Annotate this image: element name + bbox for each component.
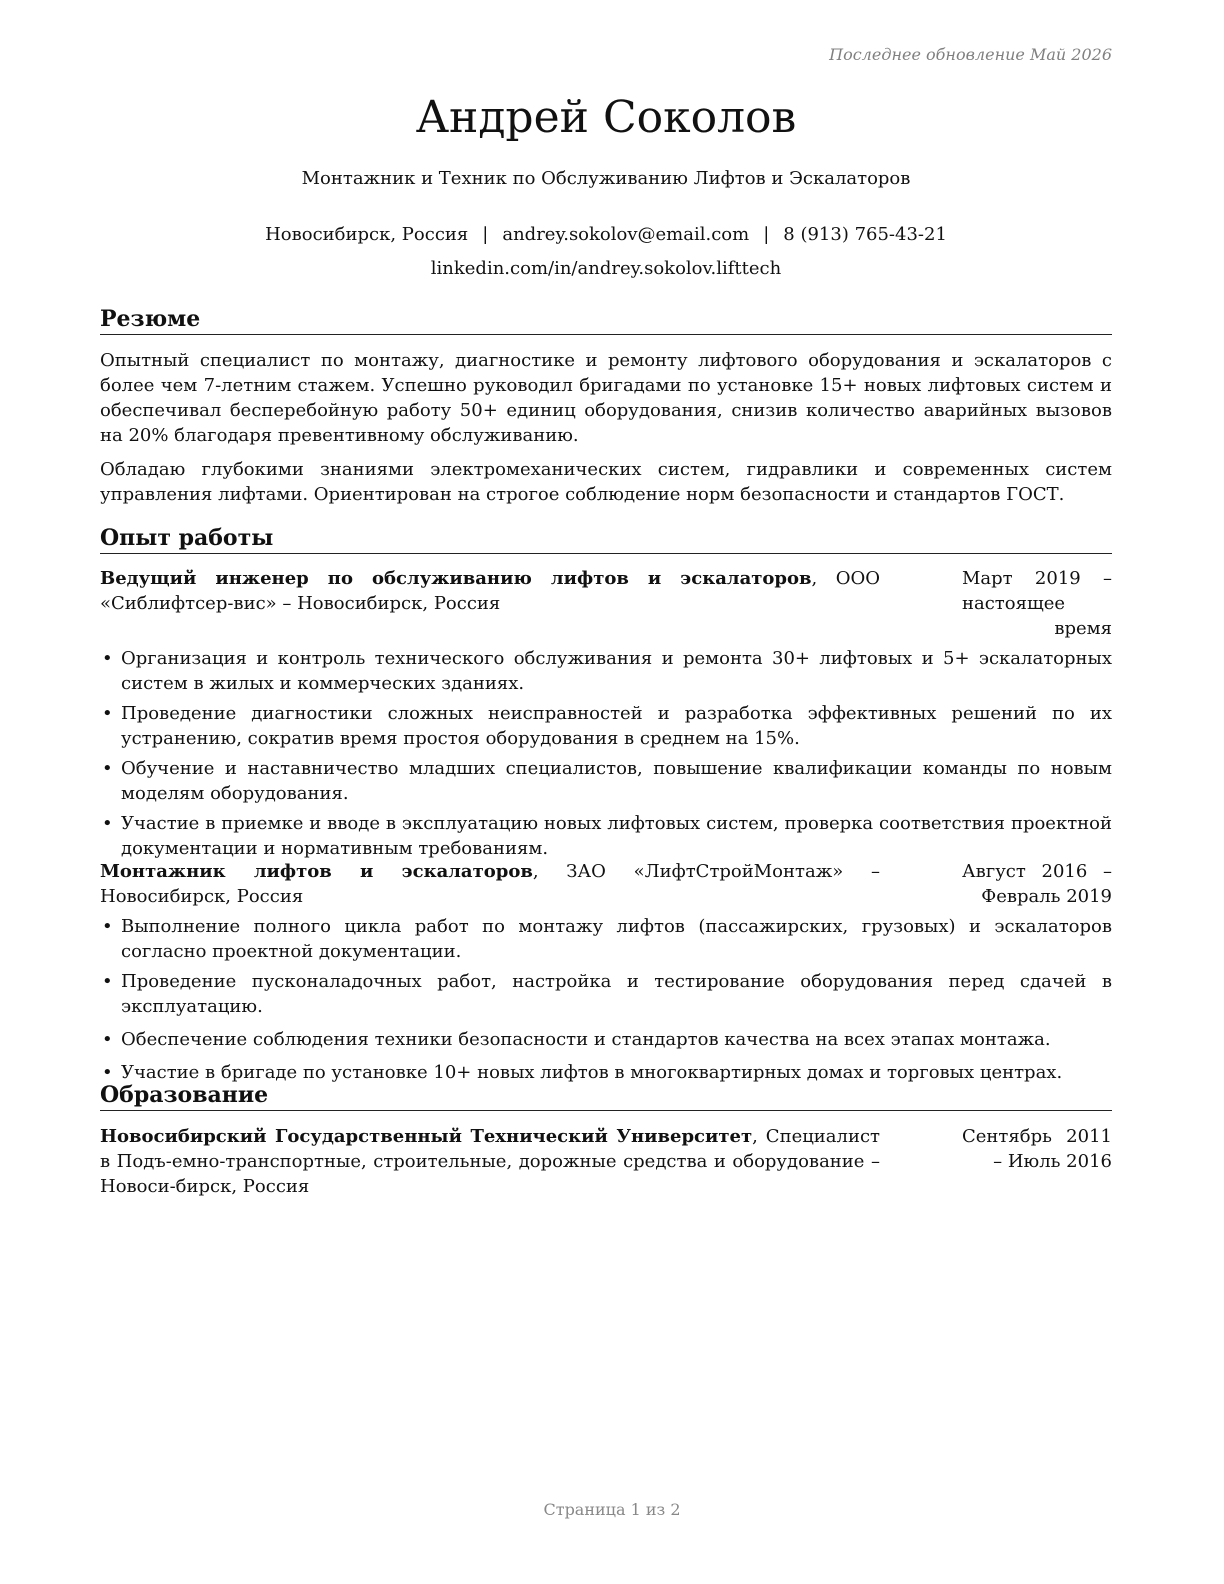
job-entry: [100, 859, 1112, 1085]
separator: |: [763, 224, 770, 245]
degree-details: , Специалист в Подъ-емно-транспортные, строительные, дорожные средства и оборудование – Новоси-бирск, Россия: [100, 1126, 880, 1197]
headline: Монтажник и Техник по Обслуживанию Лифтов и Эскалаторов: [301, 168, 911, 189]
last-updated: Последнее обновление Май 2026: [829, 45, 1112, 64]
job-dates: Август 2016 – Февраль 2019: [962, 861, 1112, 907]
list-item: • Участие в приемке и вводе в эксплуатацию новых лифтовых систем, проверка соответствия проектной документации и нормативным требованиям.: [102, 813, 1112, 859]
job-bullets: [100, 914, 1112, 1085]
education-entry: [100, 1124, 1112, 1199]
list-item: • Организация и контроль технического обслуживания и ремонта 30+ лифтовых и 5+ эскалаторных систем в жилых и коммерческих зданиях.: [102, 648, 1112, 694]
list-item: • Участие в бригаде по установке 10+ новых лифтов в многоквартирных домах и торговых центрах.: [102, 1062, 1063, 1083]
contact-info: [100, 218, 1112, 286]
education-header: [100, 1124, 1112, 1199]
job-bullets: [100, 646, 1112, 861]
candidate-name: Андрей Соколов: [415, 92, 797, 143]
phone: 8 (913) 765-43-21: [783, 224, 947, 245]
job-header: [100, 859, 1112, 909]
job-role: Монтажник лифтов и эскалаторов: [100, 861, 533, 882]
job-role: Ведущий инженер по обслуживанию лифтов и эскалаторов: [100, 568, 812, 589]
contact-line-1: [100, 218, 1112, 252]
job-header: [100, 566, 1112, 641]
job-company: , ООО «Сиблифтсер-вис» – Новосибирск, Россия: [100, 568, 880, 614]
list-item: • Проведение диагностики сложных неисправностей и разработка эффективных решений по их устранению, сократив время простоя оборудования в среднем на 15%.: [102, 703, 1112, 749]
list-item: • Выполнение полного цикла работ по монтажу лифтов (пассажирских, грузовых) и эскалаторов согласно проектной документации.: [102, 916, 1112, 962]
job-title: [100, 566, 880, 641]
section-title-experience: Опыт работы: [100, 524, 1112, 554]
section-title-education: Образование: [100, 1081, 1112, 1111]
job-entry: [100, 566, 1112, 861]
summary-paragraph: Опытный специалист по монтажу, диагностике и ремонту лифтового оборудования и эскалаторов с более чем 7-летним стажем. Успешно руководил бригадами по установке 15+ новых лифтовых систем и обеспечивал бесперебойную работу 50+ единиц оборудования, снизив количество аварийных вызовов на 20% благодаря превентивному обслуживанию.: [100, 350, 1112, 446]
summary-paragraph: Обладаю глубокими знаниями электромеханических систем, гидравлики и современных систем управления лифтами. Ориентирован на строгое соблюдение норм безопасности и стандартов ГОСТ.: [100, 459, 1112, 505]
separator: |: [482, 224, 489, 245]
email-link[interactable]: andrey.sokolov@email.com: [502, 224, 750, 245]
linkedin-link[interactable]: linkedin.com/in/andrey.sokolov.lifttech: [430, 258, 782, 279]
list-item: • Обеспечение соблюдения техники безопасности и стандартов качества на всех этапах монтажа.: [102, 1029, 1051, 1050]
institution: Новосибирский Государственный Технический Университет: [100, 1126, 753, 1147]
education-title: [100, 1124, 880, 1199]
page-number: Страница 1 из 2: [543, 1500, 681, 1519]
section-title-summary: Резюме: [100, 305, 1112, 335]
job-title: [100, 859, 880, 909]
job-company: , ЗАО «ЛифтСтройМонтаж» – Новосибирск, Россия: [100, 861, 880, 907]
location: Новосибирск, Россия: [265, 224, 469, 245]
job-dates: Март 2019 – настоящее время: [962, 568, 1112, 639]
education-dates: Сентябрь 2011 – Июль 2016: [962, 1126, 1112, 1172]
list-item: • Проведение пусконаладочных работ, настройка и тестирование оборудования перед сдачей в эксплуатацию.: [102, 971, 1112, 1017]
list-item: • Обучение и наставничество младших специалистов, повышение квалификации команды по новым моделям оборудования.: [102, 758, 1112, 804]
